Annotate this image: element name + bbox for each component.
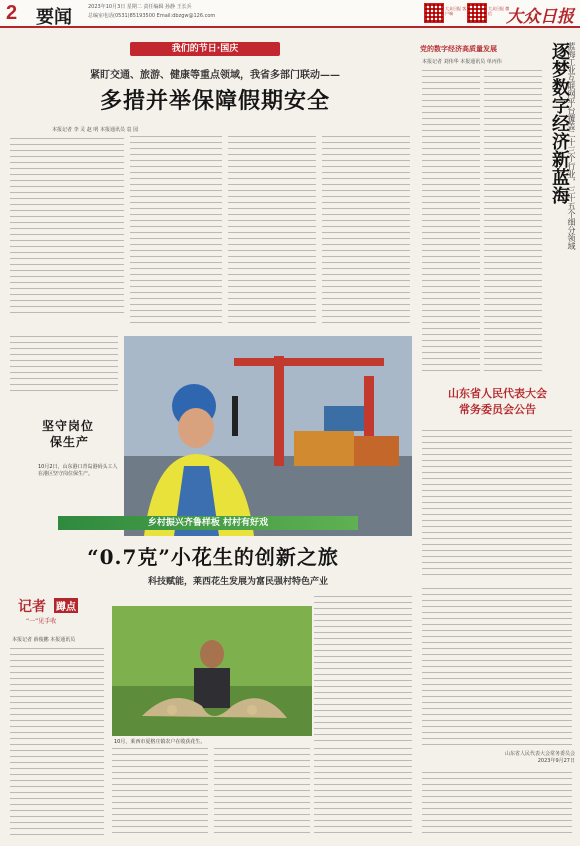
peanut-farmer-photo [112, 606, 312, 736]
side-headline: 逐梦数字经济新蓝海 [549, 42, 570, 204]
column-tag-stay: 蹲点 [54, 598, 78, 613]
header-meta-line-1: 2023年10月3日 星期二 责任编辑 孙静 王长兵 [88, 4, 192, 10]
story2-body-col-2 [314, 596, 412, 746]
column-tag [18, 596, 98, 630]
page-number: 2 [6, 2, 18, 24]
story2-body-col-4 [214, 748, 310, 838]
story2-photo-caption: 10月，莱西市夏格庄镇农户在收获花生。 [114, 739, 206, 745]
side-column [420, 36, 575, 838]
notice-title-line-1: 山东省人民代表大会 [448, 387, 547, 400]
page-header [0, 0, 580, 28]
story2-body-col-1 [10, 648, 104, 836]
notice-title-line-2: 常务委员会公告 [459, 403, 536, 416]
header-meta [88, 3, 398, 21]
column-tag-reporter: 记者 [18, 599, 46, 615]
story1-byline: 本报记者 李 灵 赵 明 本报通讯员 袁 园 [52, 127, 139, 133]
qr-code-icon[interactable] [424, 3, 444, 23]
story1-body-col-1 [10, 138, 124, 318]
photo-sidebar-title-line-1: 坚守岗位 [42, 419, 95, 433]
notice-body-continued [422, 588, 572, 748]
photo-sidebar-text [10, 336, 118, 396]
notice-issuer: 山东省人民代表大会常务委员会 [504, 751, 575, 757]
port-worker-photo [124, 336, 412, 536]
column-tag-sub: “一”见手收 [26, 618, 57, 625]
qr-label-client: 大众日报 客户端 [445, 6, 467, 16]
main-column [8, 36, 413, 838]
port-worker-photo-image [124, 336, 412, 536]
notice-body [422, 430, 572, 580]
story2-body-col-5 [314, 748, 412, 838]
side-subhead: 蓝海工业互联网平台覆盖二十三个行业，三十五个细分领域 [567, 42, 576, 250]
side-body-col-2 [484, 70, 542, 372]
story2-byline: 本报记者 薛俊鹏 本报通讯员 [12, 637, 76, 643]
notice-title [420, 386, 575, 418]
story1-headline: 多措并举保障假期安全 [99, 88, 330, 114]
story2-body-col-3 [112, 748, 208, 838]
story1-body-col-2 [130, 136, 222, 326]
peanut-farmer-photo-image [112, 606, 312, 736]
masthead-logo: 大众日报 [506, 7, 574, 27]
photo-sidebar-title-line-2: 保生产 [50, 435, 90, 449]
photo1-caption: 10月2日，山东港口青岛港码头工人在港区坚守岗位保生产。 [38, 464, 118, 477]
story2-headline: “0.7克”小花生的创新之旅 [87, 545, 339, 569]
section-title: 要闻 [36, 7, 72, 28]
notice-date: 2023年9月27日 [537, 758, 575, 764]
side-byline: 本报记者 刘伟华 本报通讯员 单丙伟 [422, 59, 502, 65]
side-kicker: 党的数字经济高质量发展 [420, 44, 497, 53]
story1-body-col-4 [322, 136, 410, 326]
header-meta-line-2: 总编室电话(0531)85193500 Email:dbzgw@126.com [88, 13, 216, 19]
qr-code-icon[interactable] [467, 3, 487, 23]
story2-banner: 乡村振兴齐鲁样板 村村有好戏 [58, 516, 358, 530]
story1-body-col-3 [228, 136, 316, 326]
photo-sidebar-title [42, 418, 122, 450]
side-body-col-1 [422, 70, 480, 372]
qr-label-wechat: 大众日报 微信 [488, 6, 510, 16]
story1-kicker: 紧盯交通、旅游、健康等重点领域，我省多部门联动—— [90, 70, 340, 81]
side-bottom-article [422, 772, 572, 838]
notice-footer [460, 750, 575, 764]
story2-subhead: 科技赋能，莱西花生发展为富民强村特色产业 [147, 577, 328, 587]
story1-banner: 我们的节日·国庆 [130, 42, 280, 56]
